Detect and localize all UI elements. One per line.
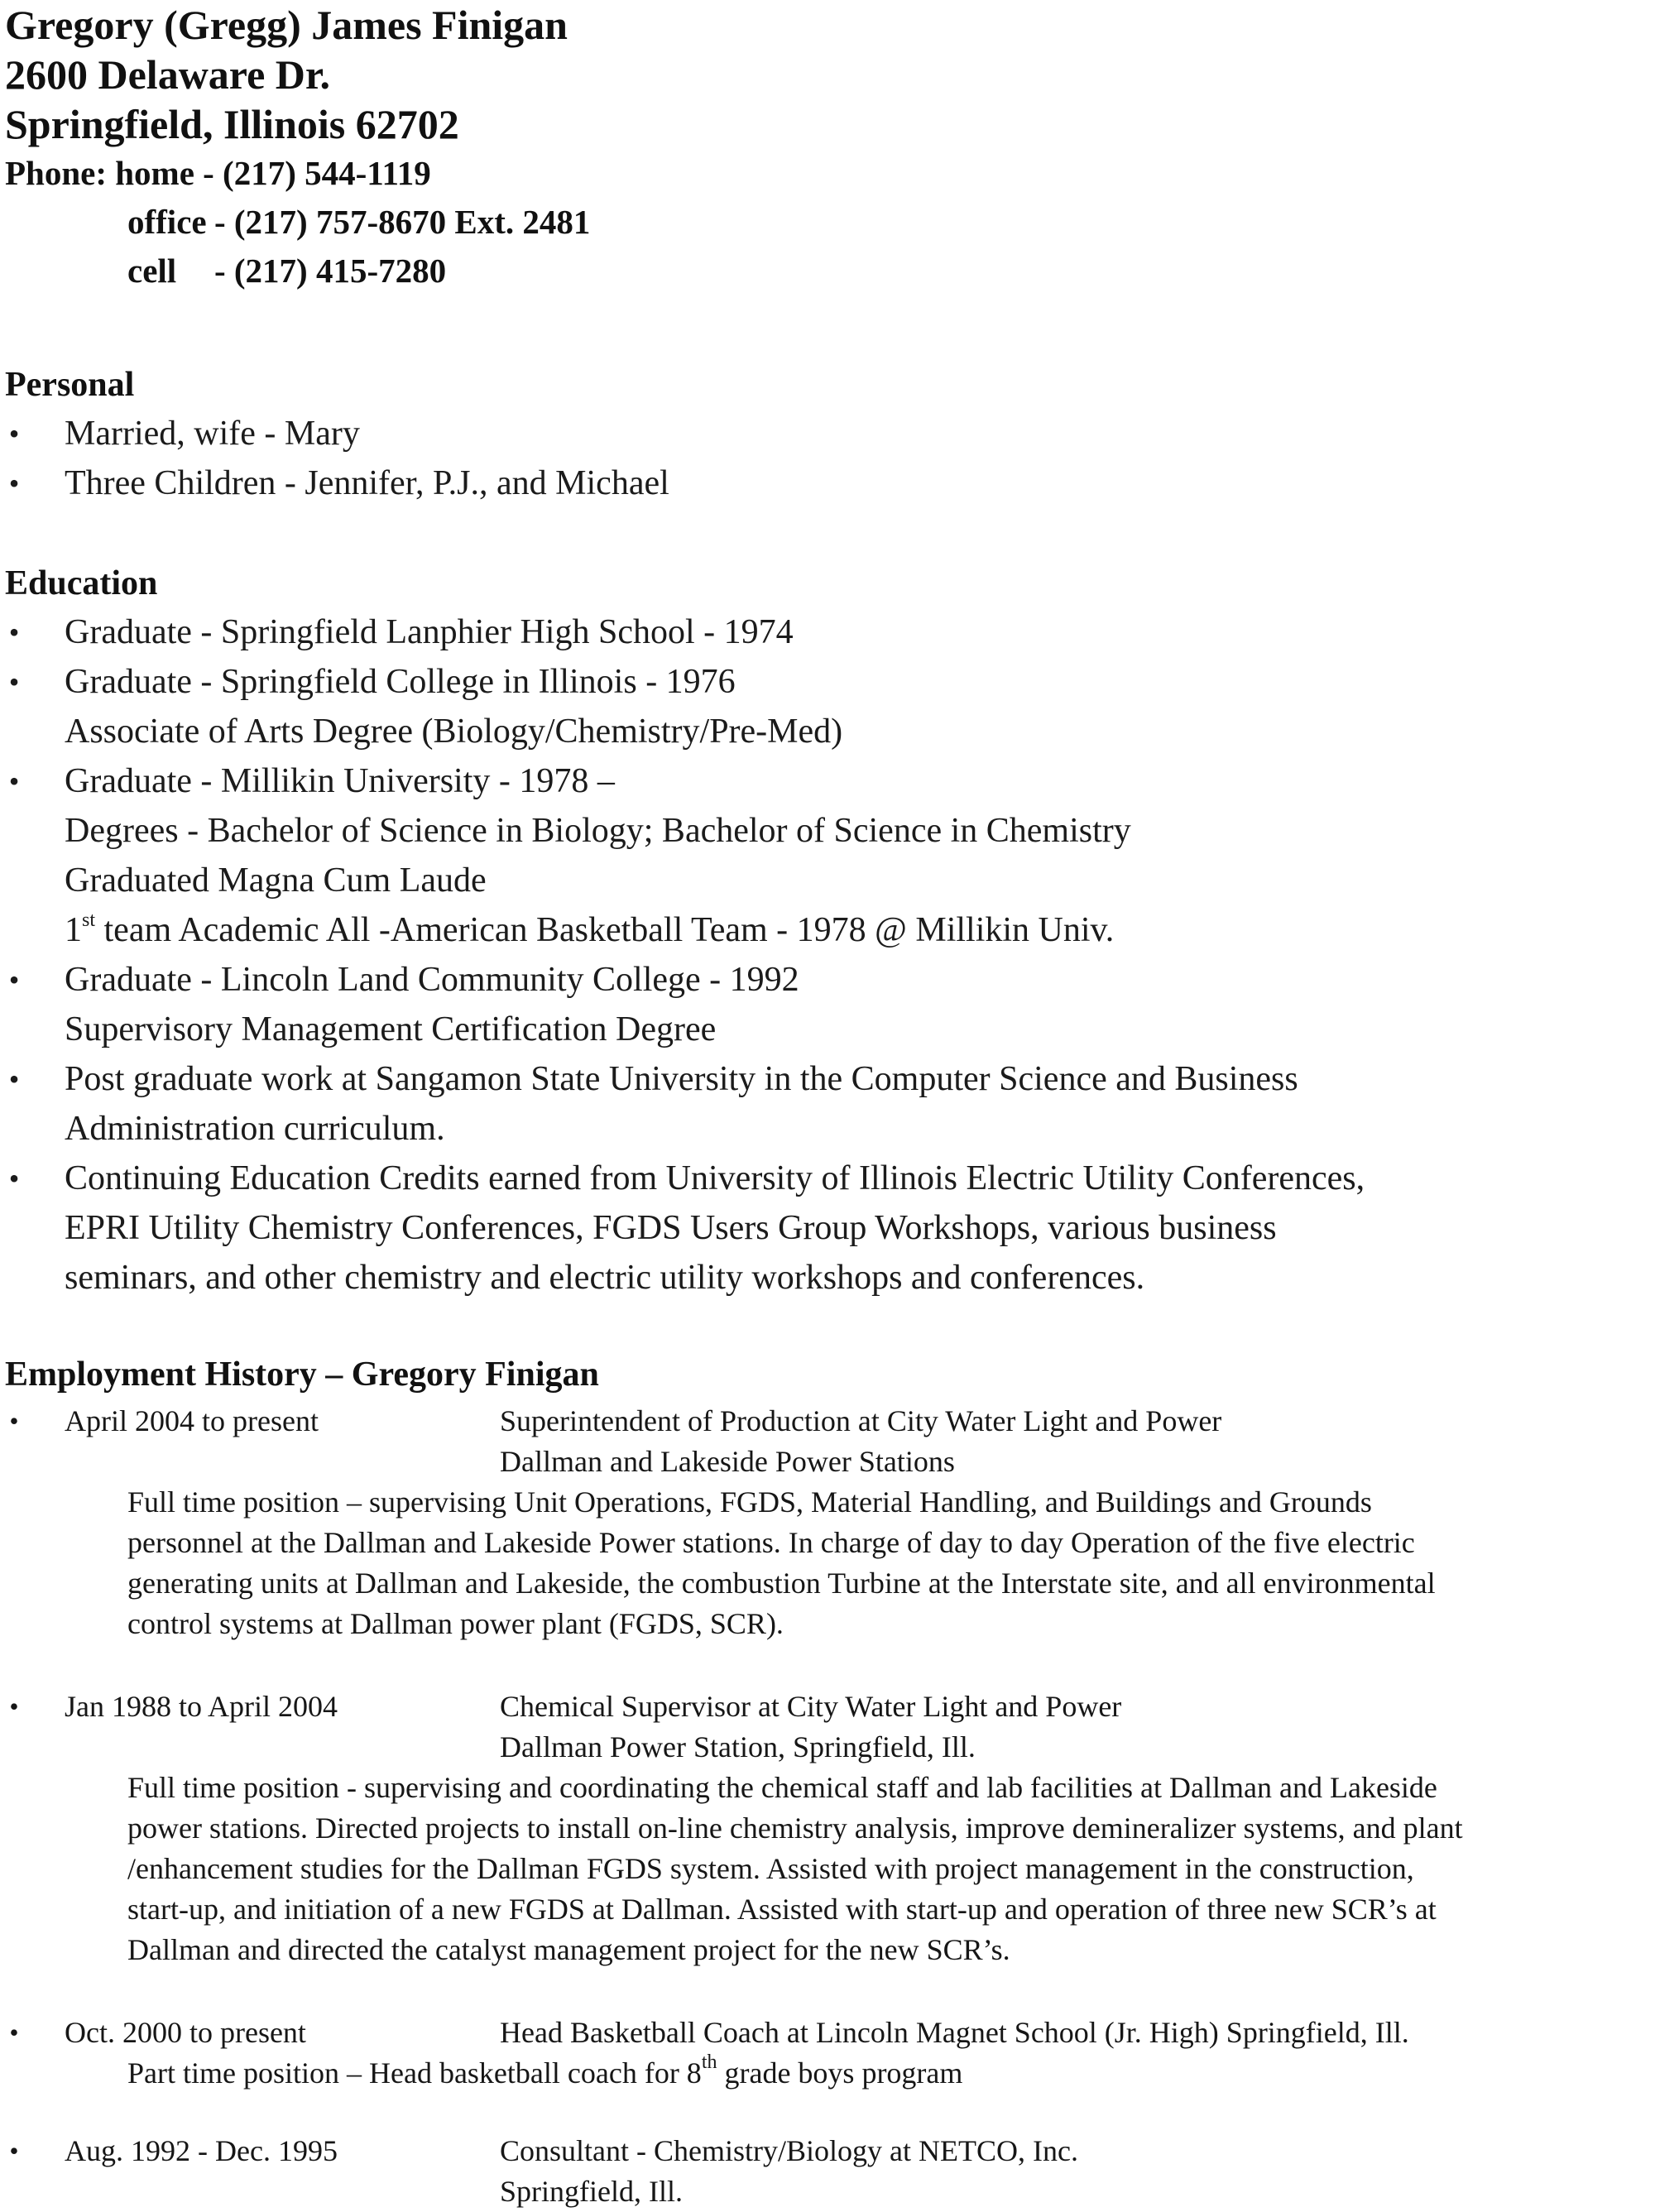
education-item-text: Graduate - Springfield College in Illinois - 1976	[65, 663, 736, 701]
personal-item-text: Three Children - Jennifer, P.J., and Michael	[65, 464, 669, 502]
bullet-icon: •	[8, 1162, 20, 1195]
list-item	[0, 1054, 1365, 1154]
list-item	[0, 657, 1365, 756]
candidate-name: Gregory (Gregg) James Finigan	[5, 2, 568, 48]
section-heading-employment: Employment History – Gregory Finigan	[5, 1356, 599, 1394]
address-city: Springfield, Illinois 62702	[5, 101, 459, 147]
job-description	[0, 2053, 962, 2094]
phone-cell-label: cell	[127, 252, 177, 290]
education-item-text: Graduate - Lincoln Land Community College - 1992	[65, 961, 799, 999]
job-entry	[0, 1687, 1463, 1970]
bullet-icon: •	[9, 1691, 19, 1721]
ordinal-suffix: th	[701, 2051, 717, 2073]
education-item-text: Supervisory Management Certification Degree	[65, 1010, 717, 1048]
job-dates: Aug. 1992 - Dec. 1995	[65, 2134, 338, 2167]
education-item-text: Degrees - Bachelor of Science in Biology; Bachelor of Science in Chemistry	[65, 812, 1131, 850]
education-item-text: Graduate - Millikin University - 1978 –	[65, 762, 615, 800]
job-description-line: personnel at the Dallman and Lakeside Power stations. In charge of day to day Operation of the five electric	[127, 1526, 1415, 1559]
job-header-row	[0, 1687, 1463, 1727]
education-item-text: Continuing Education Credits earned from University of Illinois Electric Utility Conferences,	[65, 1159, 1365, 1197]
job-description-text-rest: grade boys program	[717, 2056, 963, 2090]
bullet-icon: •	[8, 665, 20, 698]
section-heading-education: Education	[5, 564, 158, 602]
phone-office-value: - (217) 757-8670 Ext. 2481	[214, 203, 591, 241]
job-header-row	[0, 1401, 1436, 1442]
phone-home: Phone: home - (217) 544-1119	[5, 154, 431, 192]
job-description-line: generating units at Dallman and Lakeside, the combustion Turbine at the Interstate site, and all environmental	[127, 1567, 1436, 1600]
job-location: Springfield, Ill.	[500, 2175, 683, 2208]
personal-item-text: Married, wife - Mary	[65, 415, 360, 453]
job-description	[0, 1768, 1463, 1970]
job-description-line: Dallman and directed the catalyst management project for the new SCR’s.	[127, 1933, 1010, 1966]
education-item-text: Administration curriculum.	[65, 1110, 445, 1148]
address-street: 2600 Delaware Dr.	[5, 51, 330, 98]
phone-cell-value: - (217) 415-7280	[214, 252, 447, 290]
list-item	[0, 458, 669, 508]
list-item	[0, 756, 1365, 955]
education-item-text: Graduate - Springfield Lanphier High School - 1974	[65, 613, 794, 651]
education-item-text: seminars, and other chemistry and electric utility workshops and conferences.	[65, 1259, 1145, 1297]
phone-cell	[5, 247, 590, 295]
education-item-text: Post graduate work at Sangamon State University in the Computer Science and Business	[65, 1060, 1298, 1098]
job-entry	[0, 2013, 1409, 2094]
job-location: Dallman Power Station, Springfield, Ill.	[500, 1730, 976, 1763]
job-location-row	[0, 1442, 1436, 1482]
list-item	[0, 955, 1365, 1054]
bullet-icon: •	[8, 467, 20, 500]
job-description-line: Full time position – supervising Unit Operations, FGDS, Material Handling, and Buildings and Grounds	[127, 1485, 1372, 1519]
education-item-text: Associate of Arts Degree (Biology/Chemistry/Pre-Med)	[65, 713, 843, 751]
list-item	[0, 409, 669, 458]
bullet-icon: •	[8, 963, 20, 996]
education-item-text	[65, 905, 1365, 955]
phone-office-label: office	[127, 203, 207, 241]
job-description-line: /enhancement studies for the Dallman FGDS system. Assisted with project management in the construction,	[127, 1852, 1414, 1885]
ordinal-suffix: st	[82, 909, 96, 931]
education-item-text-rest: team Academic All -American Basketball Team - 1978 @ Millikin Univ.	[95, 911, 1115, 949]
job-title: Chemical Supervisor at City Water Light and Power	[500, 1690, 1122, 1723]
job-description-line	[127, 2053, 962, 2094]
education-list	[0, 607, 1365, 1303]
personal-list	[0, 409, 669, 508]
bullet-icon: •	[9, 2136, 19, 2166]
bullet-icon: •	[8, 1063, 20, 1096]
job-description-text: Part time position – Head basketball coach for 8	[127, 2056, 702, 2090]
list-item	[0, 1154, 1365, 1303]
education-item-text: EPRI Utility Chemistry Conferences, FGDS Users Group Workshops, various business	[65, 1209, 1277, 1247]
job-title: Consultant - Chemistry/Biology at NETCO, Inc.	[500, 2134, 1078, 2167]
job-description-line: start-up, and initiation of a new FGDS at Dallman. Assisted with start-up and operation of three new SCR’s at	[127, 1893, 1437, 1926]
job-entry	[0, 1401, 1436, 1644]
job-title: Head Basketball Coach at Lincoln Magnet School (Jr. High) Springfield, Ill.	[500, 2016, 1409, 2049]
job-dates: Oct. 2000 to present	[65, 2016, 306, 2049]
job-header-row	[0, 2013, 1409, 2053]
list-item	[0, 607, 1365, 657]
section-heading-personal: Personal	[5, 366, 135, 404]
job-dates: Jan 1988 to April 2004	[65, 1690, 338, 1723]
contact-header	[5, 0, 590, 295]
bullet-icon: •	[8, 417, 20, 450]
job-dates: April 2004 to present	[65, 1404, 319, 1437]
education-item-text: Graduated Magna Cum Laude	[65, 861, 487, 900]
job-title: Superintendent of Production at City Water Light and Power	[500, 1404, 1222, 1437]
job-location: Dallman and Lakeside Power Stations	[500, 1445, 955, 1478]
job-location-row	[0, 1727, 1463, 1768]
bullet-icon: •	[9, 1406, 19, 1436]
bullet-icon: •	[9, 2018, 19, 2047]
bullet-icon: •	[8, 616, 20, 649]
job-description-line: power stations. Directed projects to install on-line chemistry analysis, improve demineralizer systems, and plant	[127, 1811, 1463, 1845]
phone-office	[5, 198, 590, 247]
ordinal-number: 1	[65, 911, 82, 949]
job-description-line: control systems at Dallman power plant (FGDS, SCR).	[127, 1607, 784, 1640]
bullet-icon: •	[8, 765, 20, 798]
job-description	[0, 1482, 1436, 1644]
job-description-line: Full time position - supervising and coordinating the chemical staff and lab facilities at Dallman and Lakeside	[127, 1771, 1437, 1804]
